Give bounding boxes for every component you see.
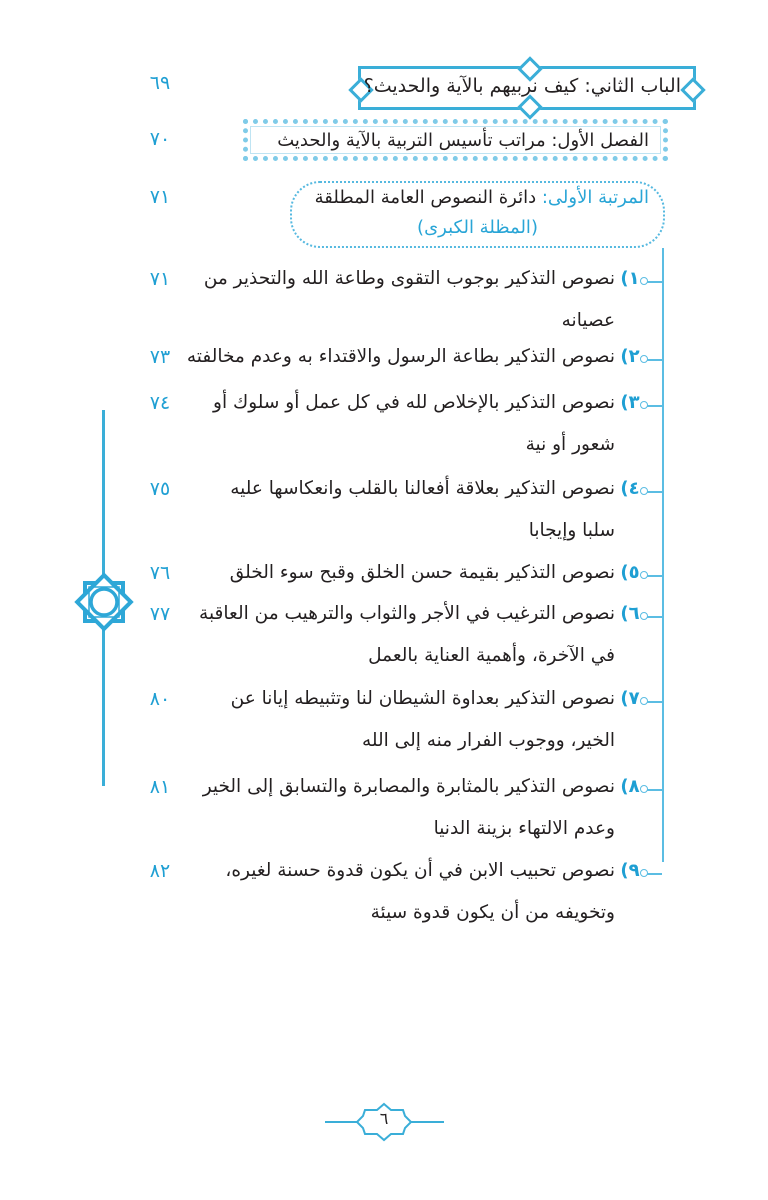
section-subtitle: (المظلة الكبرى) <box>417 217 538 238</box>
page-number: ٦ <box>379 1109 389 1128</box>
connector-circle-icon <box>641 491 662 493</box>
toc-item-text: عصيانه <box>561 310 615 331</box>
ornament-line <box>102 410 105 575</box>
footer-line <box>410 1121 444 1123</box>
star-ornament-icon <box>72 570 136 634</box>
toc-item-text: في الآخرة، وأهمية العناية بالعمل <box>368 645 615 666</box>
toc-item-text: نصوص التذكير بقيمة حسن الخلق وقبح سوء الخلق <box>229 562 615 583</box>
toc-item-page-number: ٨٢ <box>149 860 171 882</box>
section-heading-box <box>290 181 665 248</box>
item-number: ٦) <box>620 603 640 624</box>
toc-item-text: نصوص التذكير بعداوة الشيطان لنا وتثبيطه إيانا عن <box>230 688 615 709</box>
section-prefix: المرتبة الأولى: <box>541 187 649 208</box>
section-title <box>315 187 649 208</box>
connector-circle-icon <box>641 575 662 577</box>
connector-circle-icon <box>641 701 662 703</box>
section-page-number: ٧١ <box>149 186 171 208</box>
toc-item-text: الخير، ووجوب الفرار منه إلى الله <box>361 730 615 751</box>
toc-item-page-number: ٧٥ <box>149 478 171 500</box>
connector-circle-icon <box>641 789 662 791</box>
part-heading-box <box>358 66 696 110</box>
item-number: ٣) <box>620 392 640 413</box>
section-label: دائرة النصوص العامة المطلقة <box>314 187 537 208</box>
toc-item-text: نصوص التذكير بطاعة الرسول والاقتداء به وعدم مخالفته <box>186 346 615 367</box>
connector-circle-icon <box>641 281 662 283</box>
part-page-number: ٦٩ <box>149 72 171 94</box>
toc-item-text: وعدم الالتهاء بزينة الدنيا <box>433 818 615 839</box>
toc-item-text: نصوص التذكير بوجوب التقوى وطاعة الله والتحذير من <box>203 268 615 289</box>
chapter-title: الفصل الأول: مراتب تأسيس التربية بالآية والحديث <box>277 130 649 151</box>
toc-item-page-number: ٧٦ <box>149 562 171 584</box>
toc-item-page-number: ٧٧ <box>149 603 171 625</box>
toc-item-text: نصوص تحبيب الابن في أن يكون قدوة حسنة لغيره، <box>225 860 615 881</box>
item-number: ٥) <box>620 562 640 583</box>
connector-circle-icon <box>641 359 662 361</box>
connector-circle-icon <box>641 873 662 875</box>
item-number: ١) <box>620 268 640 289</box>
item-number: ٧) <box>620 688 640 709</box>
notch-ornament <box>517 94 542 119</box>
chapter-page-number: ٧٠ <box>149 128 171 150</box>
connector-circle-icon <box>641 405 662 407</box>
toc-item-page-number: ٨١ <box>149 776 171 798</box>
toc-item-text: سلبا وإيجابا <box>528 520 615 541</box>
connector-circle-icon <box>641 616 662 618</box>
tree-connector-line <box>662 248 664 862</box>
toc-item-text: وتخويفه من أن يكون قدوة سيئة <box>370 902 615 923</box>
toc-item-page-number: ٧٣ <box>149 346 171 368</box>
part-title: الباب الثاني: كيف نربيهم بالآية والحديث؟ <box>363 75 681 97</box>
toc-item-page-number: ٨٠ <box>149 688 171 710</box>
item-number: ٢) <box>620 346 640 367</box>
toc-item-text: نصوص التذكير بالإخلاص لله في كل عمل أو سلوك أو <box>213 392 615 413</box>
footer-line <box>325 1121 357 1123</box>
toc-item-text: شعور أو نية <box>525 434 615 455</box>
item-number: ٨) <box>620 776 640 797</box>
item-number: ٩) <box>620 860 640 881</box>
ornament-line <box>102 628 105 786</box>
notch-ornament <box>680 77 705 102</box>
toc-item-text: نصوص التذكير بعلاقة أفعالنا بالقلب وانعكاسها عليه <box>230 478 615 499</box>
toc-item-page-number: ٧٤ <box>149 392 171 414</box>
toc-item-page-number: ٧١ <box>149 268 171 290</box>
toc-item-text: نصوص التذكير بالمثابرة والمصابرة والتسابق إلى الخير <box>202 776 615 797</box>
toc-item-text: نصوص الترغيب في الأجر والثواب والترهيب من العاقبة <box>199 603 615 624</box>
chapter-heading-box <box>243 119 668 161</box>
item-number: ٤) <box>620 478 640 499</box>
